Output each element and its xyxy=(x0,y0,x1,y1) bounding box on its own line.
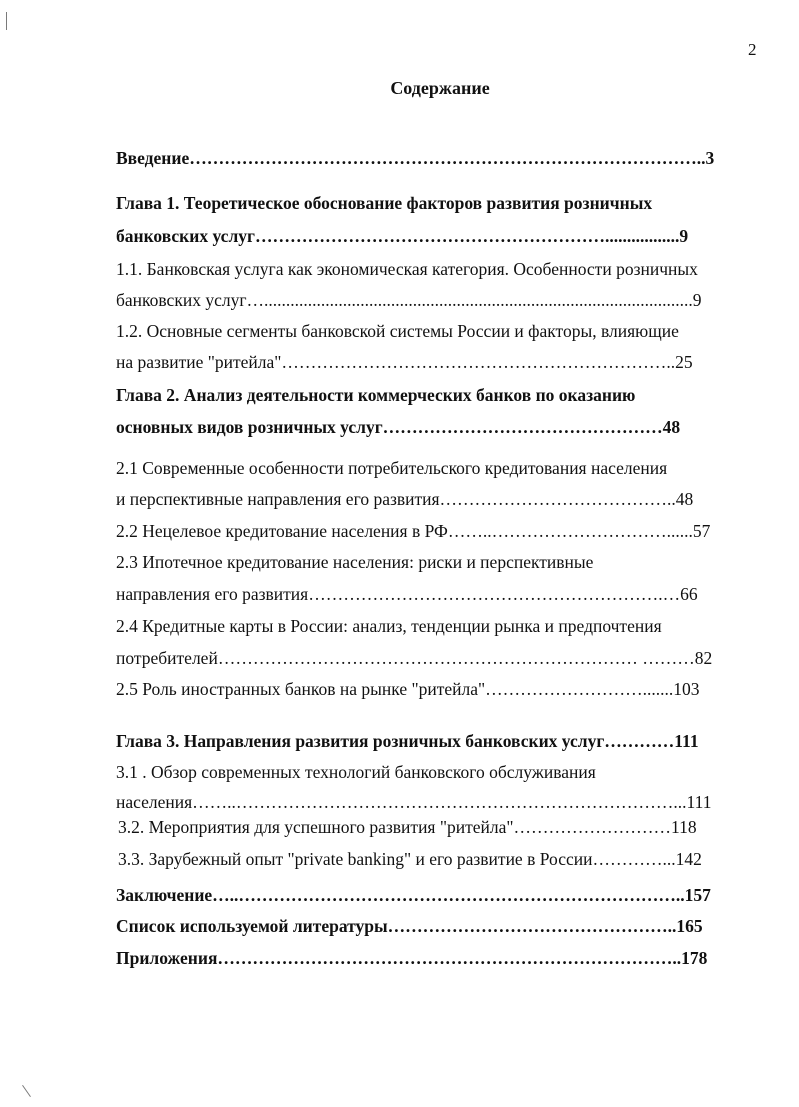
toc-entry-appendices: Приложения……………………………………………………………………..178 xyxy=(116,948,708,968)
toc-entry-3-3: 3.3. Зарубежный опыт "private banking" и его развитие в России…………...142 xyxy=(118,849,702,869)
toc-entry-3-1-line-1: 3.1 . Обзор современных технологий банковского обслуживания xyxy=(116,762,596,782)
toc-entry-1-1-line-1: 1.1. Банковская услуга как экономическая категория. Особенности розничных xyxy=(116,259,698,279)
toc-entry-2-3-line-2: направления его развития…………………………………………………….…66 xyxy=(116,584,698,604)
toc-entry-1-2-line-2: на развитие "ритейла"…………………………………………………………..25 xyxy=(116,352,693,372)
toc-entry-2-5: 2.5 Роль иностранных банков на рынке "ритейла"……………………….......103 xyxy=(116,679,700,699)
toc-entry-2-4-line-2: потребителей……………………………………………………………… ………82 xyxy=(116,648,713,668)
toc-entry-3-1-line-2: населения……..…………………………………………………………………...111 xyxy=(116,792,712,812)
toc-entry-chapter-1-line-1: Глава 1. Теоретическое обоснование факторов развития розничных xyxy=(116,193,653,213)
toc-entry-conclusion: Заключение…..…………………………………………………………………..157 xyxy=(116,885,711,905)
toc-entry-references: Список используемой литературы…………………………………………..165 xyxy=(116,916,703,936)
toc-entry-3-2: 3.2. Мероприятия для успешного развития "ритейла"………………………118 xyxy=(118,817,697,837)
toc-entry-chapter-1-line-2: банковских услуг…………………………………………………….................9 xyxy=(116,226,689,246)
scan-mark-bottom-left xyxy=(22,1085,31,1097)
page-number: 2 xyxy=(748,40,757,59)
toc-entry-2-2: 2.2 Нецелевое кредитование населения в РФ……..…………………………......57 xyxy=(116,521,711,541)
toc-entry-chapter-3: Глава 3. Направления развития розничных банковских услуг…………111 xyxy=(116,731,699,751)
toc-entry-2-3-line-1: 2.3 Ипотечное кредитование населения: риски и перспективные xyxy=(116,552,594,572)
toc-entry-1-1-line-2: банковских услуг…..................................................................................................9 xyxy=(116,290,702,310)
toc-entry-2-1-line-2: и перспективные направления его развития…………………………………..48 xyxy=(116,489,694,509)
scan-mark-top-left xyxy=(6,12,7,30)
toc-entry-chapter-2-line-2: основных видов розничных услуг…………………………………………48 xyxy=(116,417,681,437)
toc-title: Содержание xyxy=(390,78,490,98)
toc-entry-2-1-line-1: 2.1 Современные особенности потребительского кредитования населения xyxy=(116,458,668,478)
toc-entry-1-2-line-1: 1.2. Основные сегменты банковской системы России и факторы, влияющие xyxy=(116,321,679,341)
toc-entry-introduction: Введение……………………………………………………………………………..3 xyxy=(116,148,715,168)
toc-entry-2-4-line-1: 2.4 Кредитные карты в России: анализ, тенденции рынка и предпочтения xyxy=(116,616,662,636)
toc-entry-chapter-2-line-1: Глава 2. Анализ деятельности коммерческих банков по оказанию xyxy=(116,385,636,405)
